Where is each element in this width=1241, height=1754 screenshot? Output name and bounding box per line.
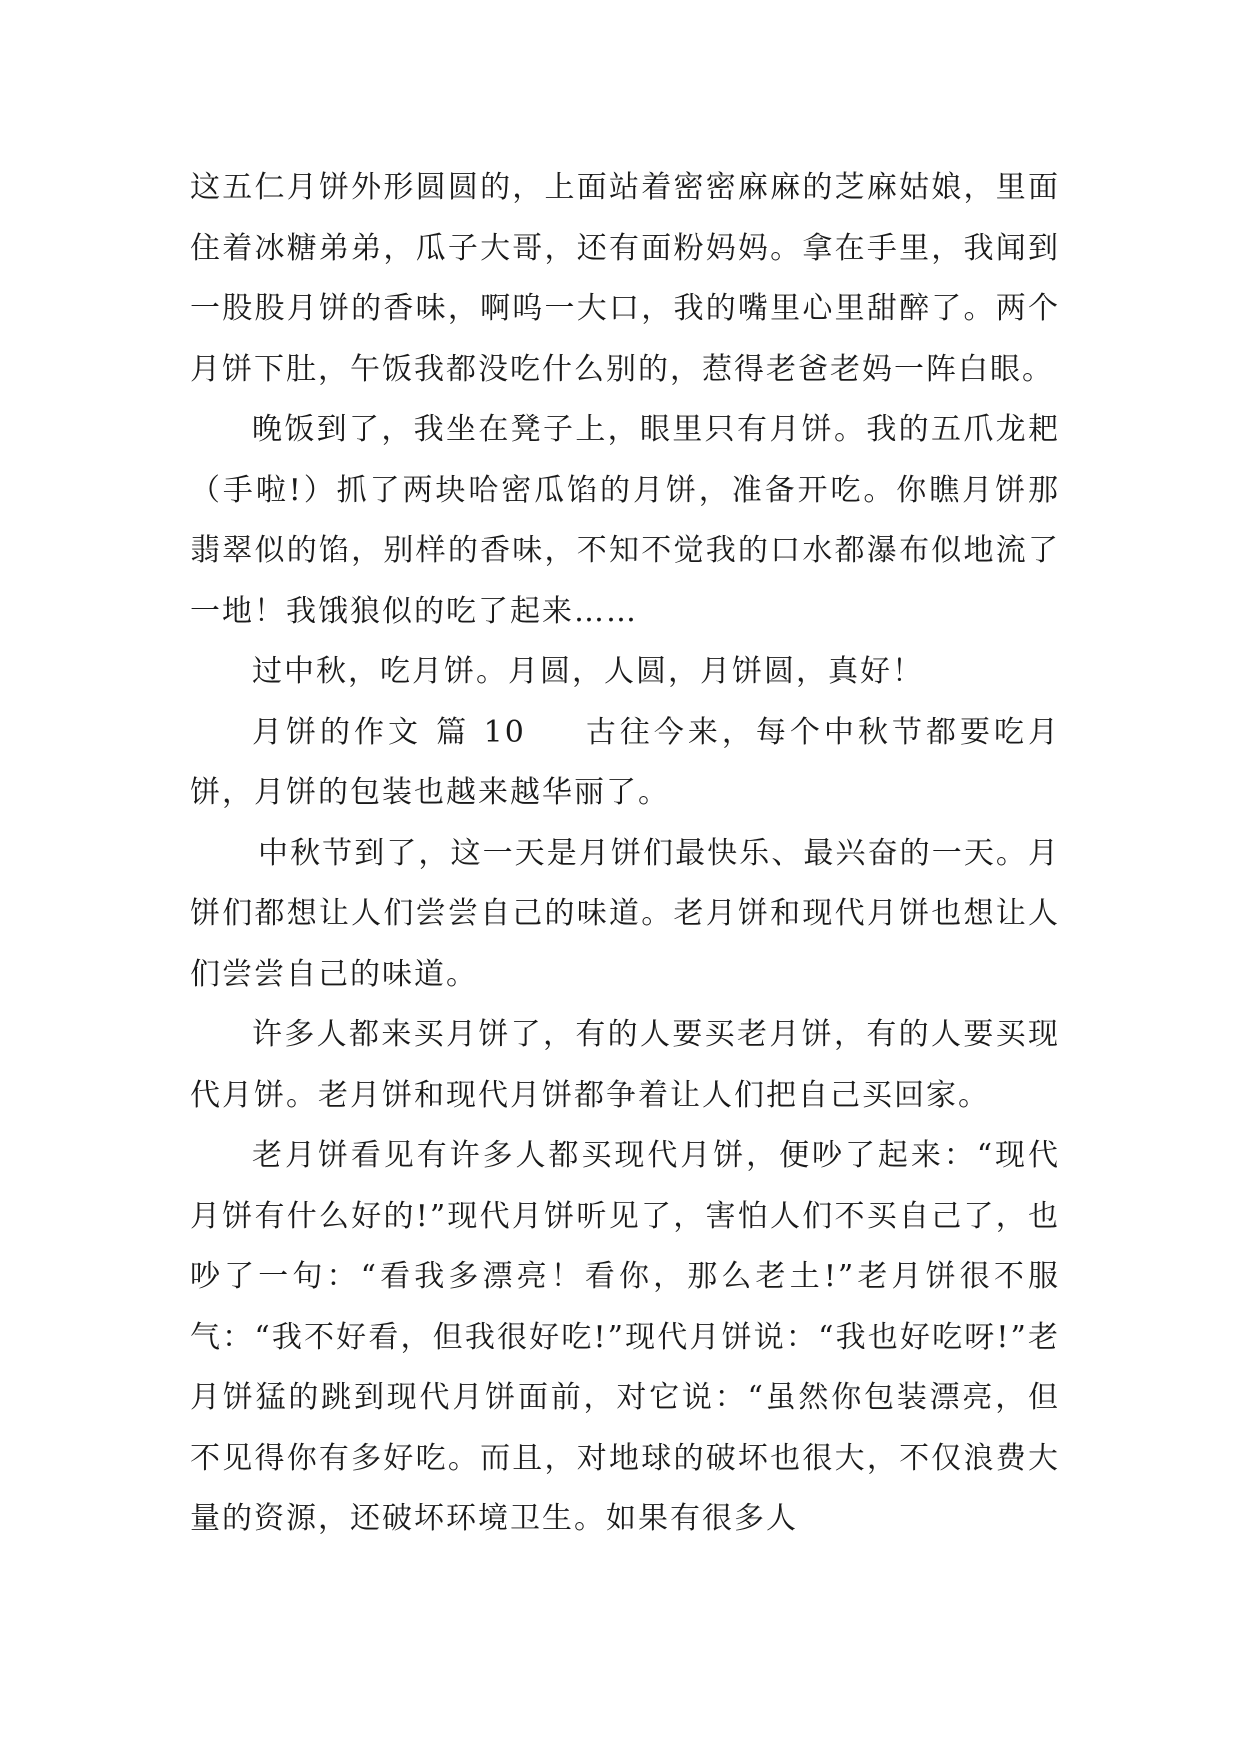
essay-intro-text: 古往今来，每个中秋节都要吃月饼，月饼的包装也越来越华丽了。 bbox=[190, 714, 1061, 810]
paragraph-argument: 老月饼看见有许多人都买现代月饼，便吵了起来：“现代月饼有什么好的!”现代月饼听见了，害怕人们不买自己了，也吵了一句：“看我多漂亮！看你，那么老土!”老月饼很不服气：“我不好看，但我很好吃!”现代月饼说：“我也好吃呀!”老月饼猛的跳到现代月饼面前，对它说：“虽然你包装漂亮，但不见得你有多好吃。而且，对地球的破坏也很大，不仅浪费大量的资源，还破坏环境卫生。如果有很多人 bbox=[190, 1138, 1060, 1536]
essay-heading-line bbox=[190, 703, 1060, 824]
essay-title: 月饼的作文 bbox=[252, 714, 423, 750]
paragraph-dinner: 晚饭到了，我坐在凳子上，眼里只有月饼。我的五爪龙耙（手啦!）抓了两块哈密瓜馅的月饼，准备开吃。你瞧月饼那翡翠似的馅，别样的香味，不知不觉我的口水都瀑布似地流了一地！我饿狼似的吃了起来…… bbox=[190, 412, 1060, 629]
paragraph-wuren-mooncake: 这五仁月饼外形圆圆的，上面站着密密麻麻的芝麻姑娘，里面住着冰糖弟弟，瓜子大哥，还有面粉妈妈。拿在手里，我闻到一股股月饼的香味，啊呜一大口，我的嘴里心里甜醉了。两个月饼下肚，午饭我都没吃什么别的，惹得老爸老妈一阵白眼。 bbox=[190, 170, 1060, 387]
paragraph-mid-autumn-summary: 过中秋，吃月饼。月圆，人圆，月饼圆，真好！ bbox=[252, 654, 924, 689]
article-body bbox=[190, 158, 1060, 1550]
essay-section-number: 篇 10 bbox=[434, 714, 526, 750]
paragraph-people-buy: 许多人都来买月饼了，有的人要买老月饼，有的人要买现代月饼。老月饼和现代月饼都争着让人们把自己买回家。 bbox=[190, 1017, 1060, 1113]
paragraph-festival-arrives: 中秋节到了，这一天是月饼们最快乐、最兴奋的一天。月饼们都想让人们尝尝自己的味道。老月饼和现代月饼也想让人们尝尝自己的味道。 bbox=[190, 835, 1060, 992]
